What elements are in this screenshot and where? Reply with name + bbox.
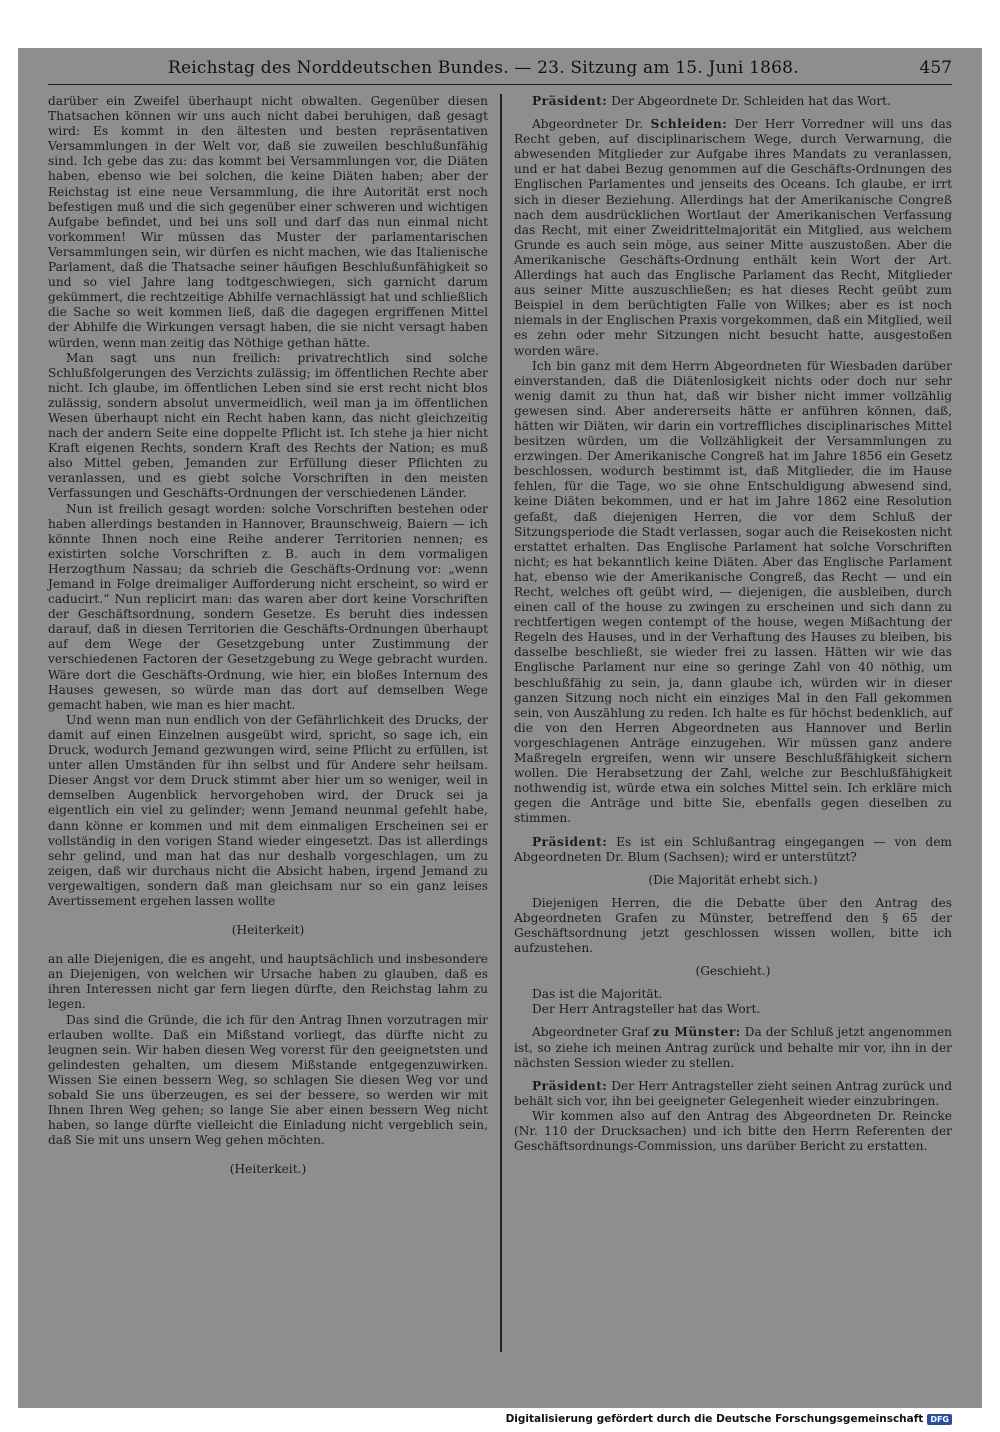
interjection: (Geschieht.): [695, 964, 771, 979]
speaker-name: Schleiden:: [650, 117, 728, 132]
paragraph: Das sind die Gründe, die ich für den Antrag Ihnen vorzutragen mir erlauben wollte. Daß ein Mißstand vorliegt, das dürfte nicht zu leugnen sein. Wir haben diesen Weg vorerst für den geeignetsten und gelindesten gehalten, um diesem Mißstande entgegenzuwirken. Wissen Sie einen bessern Weg, so schlagen Sie diesen Weg vor und sobald Sie uns überzeugen, es sei der bessere, so werden wir mit Ihnen Ihren Weg gehen; so lange Sie aber einen bessern Weg nicht haben, so lange dürfte vielleicht die Einladung nicht vergeblich sein, daß Sie mit uns unsern Weg gehen möchten.: [48, 1012, 488, 1148]
speaker-name: Präsident:: [532, 94, 608, 108]
paragraph: Wir kommen also auf den Antrag des Abgeordneten Dr. Reincke (Nr. 110 der Drucksachen) und ich bitte den Herrn Referenten der Geschäftsordnungs-Commission, uns darüber Bericht zu erstatten.: [514, 1108, 952, 1154]
page-number: 457: [919, 58, 952, 78]
speaker-name: Präsident:: [532, 1078, 608, 1093]
speech-muenster: Abgeordneter Graf zu Münster: Da der Schluß jetzt angenommen ist, so ziehe ich meinen Antrag zurück und behalte mir vor, ihn in der nächsten Session wieder zu stellen.: [514, 1025, 953, 1070]
paragraph: Man sagt uns nun freilich: privatrechtlich sind solche Schlußfolgerungen des Verzichts zulässig; im öffentlichen Rechte aber nicht. Ich glaube, im öffentlichen Leben sind sie erst recht nicht blos zulässig, sondern absolut unvermeidlich, weil man ja im öffentlichen Wesen überhaupt nicht ein Recht haben kann, das nicht gleichzeitig nach der andern Seite eine doppelte Pflicht ist. Ich stehe ja hier nicht Kraft eigenen Rechts, sondern Kraft des Rechts der Nation; es muß also Mittel geben, Jemanden zur Erfüllung dieser Pflichten zu veranlassen, und es giebt solche Vorschriften in den meisten Verfassungen und Geschäfts-Ordnungen der verschiedenen Länder.: [48, 350, 488, 501]
digitization-credit: [506, 1413, 952, 1425]
speech-president: Präsident: Der Abgeordnete Dr. Schleiden hat das Wort.: [532, 94, 891, 108]
scanned-page: [18, 48, 982, 1408]
left-column: [48, 94, 488, 1177]
interjection: (Heiterkeit.): [229, 1162, 307, 1177]
dfg-logo-icon: DFG: [927, 1414, 952, 1425]
speech-president: Präsident: Der Herr Antragsteller zieht seinen Antrag zurück und behält sich vor, ihn bei geeigneter Gelegenheit wieder einzubringen.: [514, 1078, 952, 1108]
paragraph: an alle Diejenigen, die es angeht, und hauptsächlich und insbesondere an Diejenigen, von welchen wir Ursache haben zu glauben, daß es ihren Interessen nicht gar fern liegen dürfte, den Reichstag lahm zu legen.: [48, 952, 488, 1012]
paragraph: Nun ist freilich gesagt worden: solche Vorschriften bestehen oder haben allerdings bestanden in Hannover, Braunschweig, Baiern — ich könnte Ihnen noch eine Reihe anderer Territorien nennen; es existirten solche Vorschriften z. B. auch in dem vormaligen Herzogthum Nassau; da schrieb die Geschäfts-Ordnung vor: „wenn Jemand in Folge dreimaliger Aufforderung nicht erscheint, so wird er caducirt.“ Nun replicirt man: das waren aber dort keine Vorschriften der Geschäftsordnung, sondern Gesetze. Es beruht dies indessen darauf, daß in diesen Territorien die Geschäfts-Ordnungen überhaupt auf dem Wege der Gesetzgebung unter Zustimmung der verschiedenen Factoren der Gesetzgebung zu Wege gebracht wurden. Wäre dort die Geschäfts-Ordnung, wie hier, ein bloßes Internum des Hauses gewesen, so würde man das dort auf demselben Wege gemacht haben, wie man es hier macht.: [48, 501, 488, 712]
running-title: Reichstag des Norddeutschen Bundes. — 23. Sitzung am 15. Juni 1868.: [168, 58, 799, 78]
paragraph: darüber ein Zweifel überhaupt nicht obwalten. Gegenüber diesen Thatsachen können wir uns auch nicht dabei beruhigen, daß gesagt wird: Es kommt in den ältesten und besten repräsentativen Versammlungen in der Welt vor, daß sie zuweilen beschlußunfähig sind. Ich gebe das zu: das kommt bei Versammlungen vor, die Diäten haben, ebenso wie bei solchen, die keine Diäten haben; aber der Reichstag ist eine neue Versammlung, die ihre Autorität erst noch befestigen muß und die sich gegenüber einer schweren und wichtigen Aufgabe befindet, und bei uns soll und darf das nun einmal nicht vorkommen! Wir müssen das Muster der parlamentarischen Versammlungen sein, wir dürfen es nicht machen, wie das Italienische Parlament, daß die Thatsache seiner häufigen Beschlußunfähigkeit so und so viel Jahre lang todtgeschwiegen, sich garnicht darum gekümmert, die rechtzeitige Abhilfe vernachlässigt hat und schließlich die Sache so weit kommen ließ, daß die dagegen ergriffenen Mittel der Abhilfe die Wirkungen versagt haben, die sie nicht versagt haben würden, wenn man zeitig das Nöthige gethan hätte.: [48, 94, 488, 350]
speaker-name: Präsident:: [532, 834, 608, 849]
paragraph: Diejenigen Herren, die die Debatte über den Antrag des Abgeordneten Grafen zu Münster, betreffend den § 65 der Geschäftsordnung jetzt geschlossen wissen wollen, bitte ich aufzustehen.: [514, 895, 952, 956]
interjection: (Die Majorität erhebt sich.): [648, 872, 818, 887]
speaker-name: zu Münster:: [652, 1025, 741, 1040]
right-column: [514, 94, 952, 1154]
speech-president: Präsident: Es ist ein Schlußantrag eingegangen — von dem Abgeordneten Dr. Blum (Sachsen); wird er unterstützt?: [514, 834, 952, 864]
paragraph: Ich bin ganz mit dem Herrn Abgeordneten für Wiesbaden darüber einverstanden, daß die Diätenlosigkeit nichts oder doch nur sehr wenig damit zu thun hat, daß wir bisher nicht immer vollzählig gewesen sind. Aber andererseits hätte er anführen können, daß, hätten wir Diäten, wir darin ein vortreffliches disciplinarisches Mittel besitzen würden, um die Vollzähligkeit der Versammlungen zu erzwingen. Der Amerikanische Congreß hat im Jahre 1856 ein Gesetz beschlossen, wodurch bestimmt ist, daß Mitglieder, die im Hause fehlen, für die Tage, wo sie ohne Entschuldigung abwesend sind, keine Diäten bekommen, und er hat im Jahre 1862 eine Resolution gefaßt, daß diejenigen Herren, die vor dem Schluß der Sitzungsperiode die Stadt verlassen, sogar auch die Reisekosten nicht erstattet erhalten. Das Englische Parlament hat solche Vorschriften nicht; es hat bekanntlich keine Diäten. Aber das Englische Parlament hat, ebenso wie der Amerikanische Congreß, das Recht — und ein Recht, welches oft geübt wird, — diejenigen, die ausbleiben, durch einen call of the house zu zwingen zu erscheinen und sich dann zu rechtfertigen wegen contempt of the house, wegen Mißachtung der Regeln des Hauses, und in der Verhaftung des Hauses zu bleiben, bis dasselbe beschließt, sie wieder frei zu lassen. Hätten wir wie das Englische Parlament nur eine so geringe Zahl von 40 nöthig, um beschlußfähig zu sein, ja, dann glaube ich, würden wir in dieser ganzen Sitzung noch nicht ein einziges Mal in den Fall gekommen sein, von Auszählung zu reden. Ich halte es für höchst bedenklich, auf die von den Herren Abgeordneten aus Hannover und Berlin vorgeschlagenen Anträge einzugehen. Wir müssen ganz andere Maßregeln ergreifen, wenn wir unsere Beschlußfähigkeit sichern wollen. Die Herabsetzung der Zahl, welche zur Beschlußfähigkeit nothwendig ist, würde etwa ein solches Mittel sein. Ich erkläre mich gegen die Anträge und bitte Sie, ebenfalls gegen dieselben zu stimmen.: [514, 358, 952, 826]
paragraph: Das ist die Majorität.: [532, 987, 663, 1002]
page-header: [48, 58, 952, 85]
credit-text: Digitalisierung gefördert durch die Deutsche Forschungsgemeinschaft: [505, 1413, 924, 1425]
interjection: (Heiterkeit): [231, 923, 305, 938]
speech-schleiden: Abgeordneter Dr. Schleiden: Der Herr Vorredner will uns das Recht geben, auf disciplinarischem Wege, durch Verwarnung, die abwesenden Mitglieder zur Aufgabe ihres Mandats zu veranlassen, und er hat dabei Bezug genommen auf die Geschäfts-Ordnungen des Englischen Parlamentes und jenseits des Oceans. Ich glaube, er irrt sich in dieser Beziehung. Allerdings hat der Amerikanische Congreß nach dem ausdrücklichen Wortlaut der Amerikanischen Verfassung das Recht, mit einer Zweidrittelmajorität ein Mitglied, aus welchem Grunde es auch sein möge, aus seiner Mitte auszustoßen. Aber die Amerikanische Geschäfts-Ordnung enthält kein Wort der Art. Allerdings hat auch das Englische Parlament das Recht, Mitglieder aus seiner Mitte auszuschließen; es hat dieses Recht geübt zum Beispiel in dem berüchtigten Falle von Wilkes; aber es ist noch niemals in der Englischen Praxis vorgekommen, daß ein Mitglied, weil es zehn oder mehr Sitzungen nicht besucht hatte, ausgestoßen worden wäre.: [514, 117, 952, 358]
paragraph: Und wenn man nun endlich von der Gefährlichkeit des Drucks, der damit auf einen Einzelnen ausgeübt wird, spricht, so sage ich, ein Druck, wodurch Jemand gezwungen wird, seine Pflicht zu erfüllen, ist unter allen Umständen für ihn selbst und für Andere sehr heilsam. Dieser Angst vor dem Druck stimmt aber hier um so weniger, weil in demselben Augenblick hervorgehoben wird, der Druck sei ja eigentlich ein viel zu gelinder; wenn Jemand neunmal gefehlt habe, dann könne er kommen und mit dem einmaligen Erscheinen sei er vollständig in den vorigen Stand wieder eingesetzt. Das ist allerdings sehr gelind, und man hat das nur deshalb vorgeschlagen, um zu zeigen, daß wir durchaus nicht die Absicht haben, irgend Jemand zu vergewaltigen, sondern daß man gleichsam nur so ein ganz leises Avertissement ergehen lassen wollte: [48, 712, 488, 908]
column-divider: [500, 94, 502, 1352]
paragraph: Der Herr Antragsteller hat das Wort.: [532, 1002, 761, 1017]
